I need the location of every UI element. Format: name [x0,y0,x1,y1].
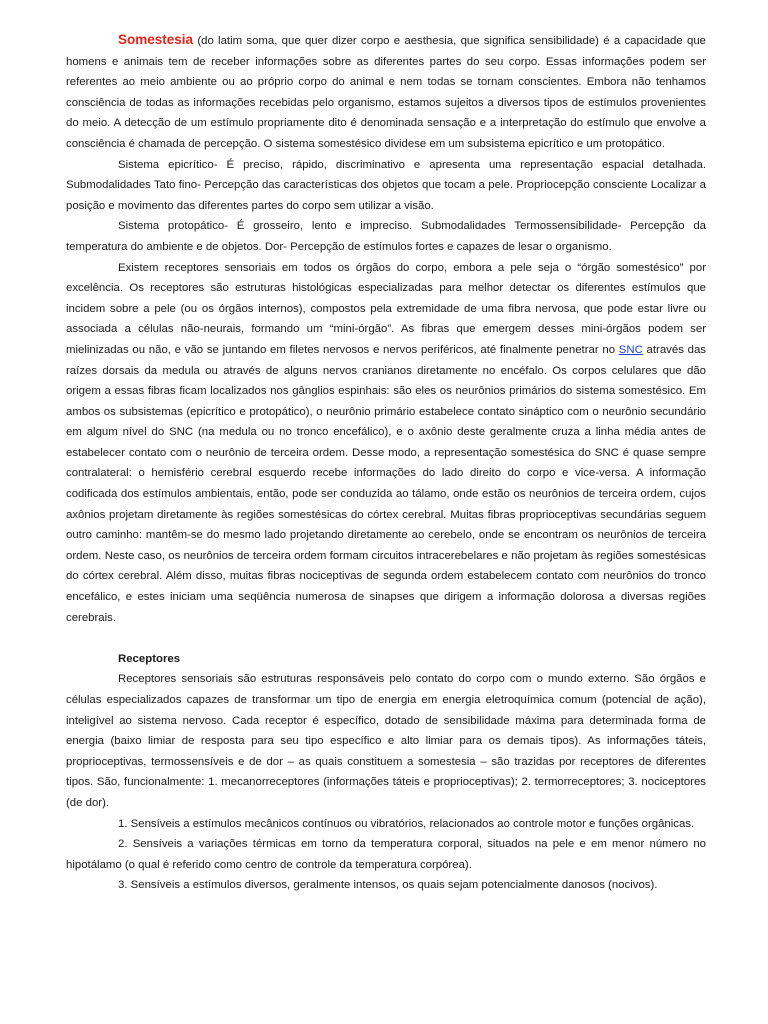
receptores-text-a: Existem receptores sensoriais em todos os órgãos do corpo, embora a pele seja o “órgão somestésico” por excelência. Os receptores são estruturas histológicas especializadas para melhor detectar os diferentes estímulos que incidem sobre a pele (ou os órgãos internos), compostos pela extremidade de uma fibra nervosa, que pode estar livre ou associada a células não-neurais, formando um “mini-órgão”. As fibras que emergem desses mini-órgãos podem ser mielinizadas ou não, e vão se juntando em filetes nervosos e nervos periféricos, até finalmente penetrar no [66,261,706,356]
receptores-text-b: através das raízes dorsais da medula ou através de alguns nervos cranianos diretamente no encéfalo. Os corpos celulares que dão origem a essas fibras ficam localizados nos gânglios espinhais: são eles os neurônios primários do sistema somestésico. Em ambos os subsistemas (epicrítico e protopático), o neurônio primário estabelece contato sináptico com o neurônio secundário em algum nível do SNC (na medula ou no tronco encefálico), e o axônio deste geralmente cruza a linha média antes de estabelecer contato com o neurônio de terceira ordem. Desse modo, a representação somestésica do SNC é quase sempre contralateral: o hemisfério cerebral esquerdo recebe informações do lado direito do corpo e vice-versa. A informação codificada dos estímulos ambientais, então, pode ser conduzida ao tálamo, onde estão os neurônios de terceira ordem, cujos axônios projetam diretamente às regiões somestésicas do córtex cerebral. Muitas fibras proprioceptivas secundárias seguem outro caminho: mantêm-se do mesmo lado projetando diretamente ao cerebelo, onde se encontram os neurônios de terceira ordem. Neste caso, os neurônios de terceira ordem formam circuitos intracerebelares e não projetam às regiões somestésicas do córtex cerebral. Além disso, muitas fibras nociceptivas de segunda ordem estabelecem contato com neurônios do tronco encefálico, e estes iniciam uma seqüência numerosa de sinapses que dirigem a informação dolorosa a diversas regiões cerebrais. [66,343,706,624]
section-heading: Receptores [118,652,181,665]
receptores-paragraph [66,258,706,629]
intro-paragraph [66,30,706,155]
section-paragraph: Receptores sensoriais são estruturas responsáveis pelo contato do corpo com o mundo externo. São órgãos e células especializados capazes de transformar um tipo de energia em energia eletroquímica comum (potencial de ação), inteligível ao sistema nervoso. Cada receptor é específico, dotado de sensibilidade máxima para determinada forma de energia (baixo limiar de resposta para seu tipo específico e alto limiar para os demais tipos). As informações táteis, proprioceptivas, termossensíveis e de dor – as quais constituem a somestesia – são trazidas por receptores de diferentes tipos. São, funcionalmente: 1. mecanorreceptores (informações táteis e proprioceptivas); 2. termorreceptores; 3. nociceptores (de dor). [66,673,706,809]
term-somestesia: Somestesia [118,32,194,47]
snc-link[interactable]: SNC [618,343,643,356]
epicritico-paragraph: Sistema epicrítico- É preciso, rápido, discriminativo e apresenta uma representação espacial detalhada. Submodalidades Tato fino- Percepção das características dos objetos que tocam a pele. Propriocepção consciente Localizar a posição e movimento das diferentes partes do corpo sem utilizar a visão. [66,158,706,212]
list-item-3: 3. Sensíveis a estímulos diversos, geralmente intensos, os quais sejam potencialmente danosos (nocivos). [118,879,658,892]
list-item-1: 1. Sensíveis a estímulos mecânicos contínuos ou vibratórios, relacionados ao controle motor e funções orgânicas. [118,817,695,830]
list-item-2: 2. Sensíveis a variações térmicas em torno da temperatura corporal, situados na pele e em menor número no hipotálamo (o qual é referido como centro de controle da temperatura corpórea). [66,838,706,871]
intro-text: (do latim soma, que quer dizer corpo e aesthesia, que significa sensibilidade) é a capacidade que homens e animais tem de receber informações sobre as diferentes partes do seu corpo. Essas informações podem ser referentes ao meio ambiente ou ao próprio corpo do animal e nem todas se tornam conscientes. Embora não tenhamos consciência de todas as informações recebidas pelo organismo, estamos sujeitos a diversos tipos de estímulos provenientes do meio. A detecção de um estímulo propriamente dito é denominada sensação e a interpretação do estímulo que envolve a consciência é chamada de percepção. O sistema somestésico dividese em um subsistema epicrítico e um protopático. [66,35,706,150]
section-gap [66,628,706,649]
document-page [66,30,706,896]
protopatico-paragraph: Sistema protopático- É grosseiro, lento e impreciso. Submodalidades Termossensibilidade- Percepção da temperatura do ambiente e de objetos. Dor- Percepção de estímulos fortes e capazes de lesar o organismo. [66,220,706,253]
